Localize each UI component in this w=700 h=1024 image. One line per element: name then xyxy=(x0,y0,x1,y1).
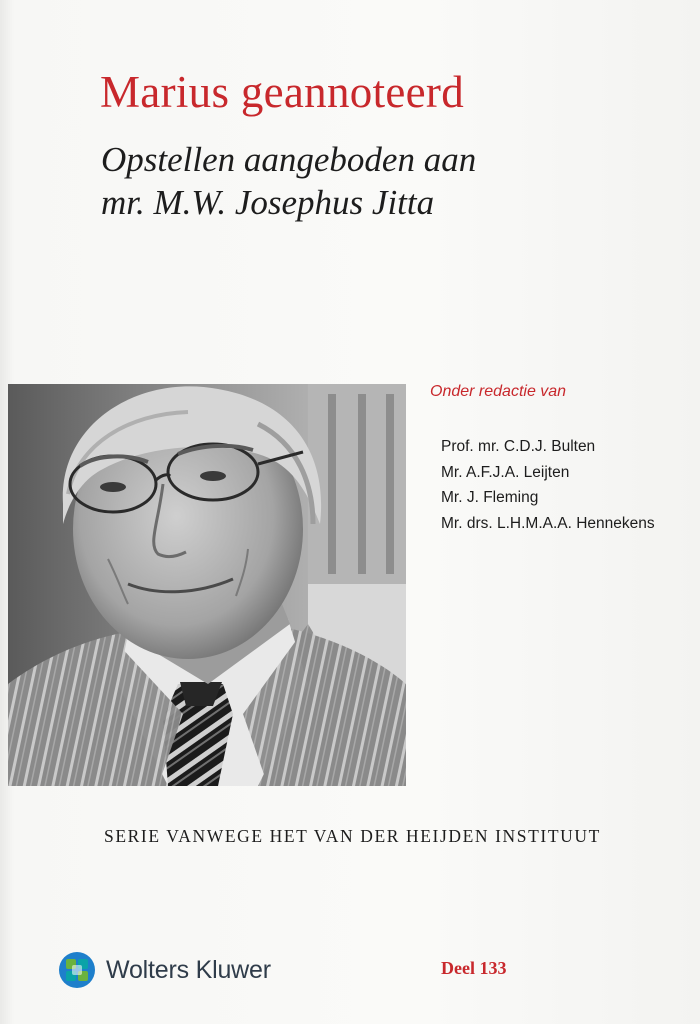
editor-name: Mr. drs. L.H.M.A.A. Hennekens xyxy=(441,514,655,532)
portrait-photo xyxy=(8,384,406,786)
editors-heading: Onder redactie van xyxy=(430,383,567,400)
editor-name: Prof. mr. C.D.J. Bulten xyxy=(441,438,596,455)
editors-list xyxy=(441,434,655,536)
subtitle-line-2: mr. M.W. Josephus Jitta xyxy=(101,183,435,222)
subtitle-line-1: Opstellen aangeboden aan xyxy=(101,140,477,179)
volume-number: Deel 133 xyxy=(441,958,507,978)
editor-name: Mr. J. Fleming xyxy=(441,489,539,506)
wolters-kluwer-globe-icon xyxy=(58,951,96,989)
publisher-name: Wolters Kluwer xyxy=(106,955,271,984)
portrait-illustration xyxy=(8,384,406,786)
book-title: Marius geannoteerd xyxy=(100,67,465,117)
book-subtitle xyxy=(101,138,476,224)
series-title: SERIE VANWEGE HET VAN DER HEIJDEN INSTITUUT xyxy=(104,826,601,846)
editor-name: Mr. A.F.J.A. Leijten xyxy=(441,463,570,481)
publisher xyxy=(58,951,271,989)
